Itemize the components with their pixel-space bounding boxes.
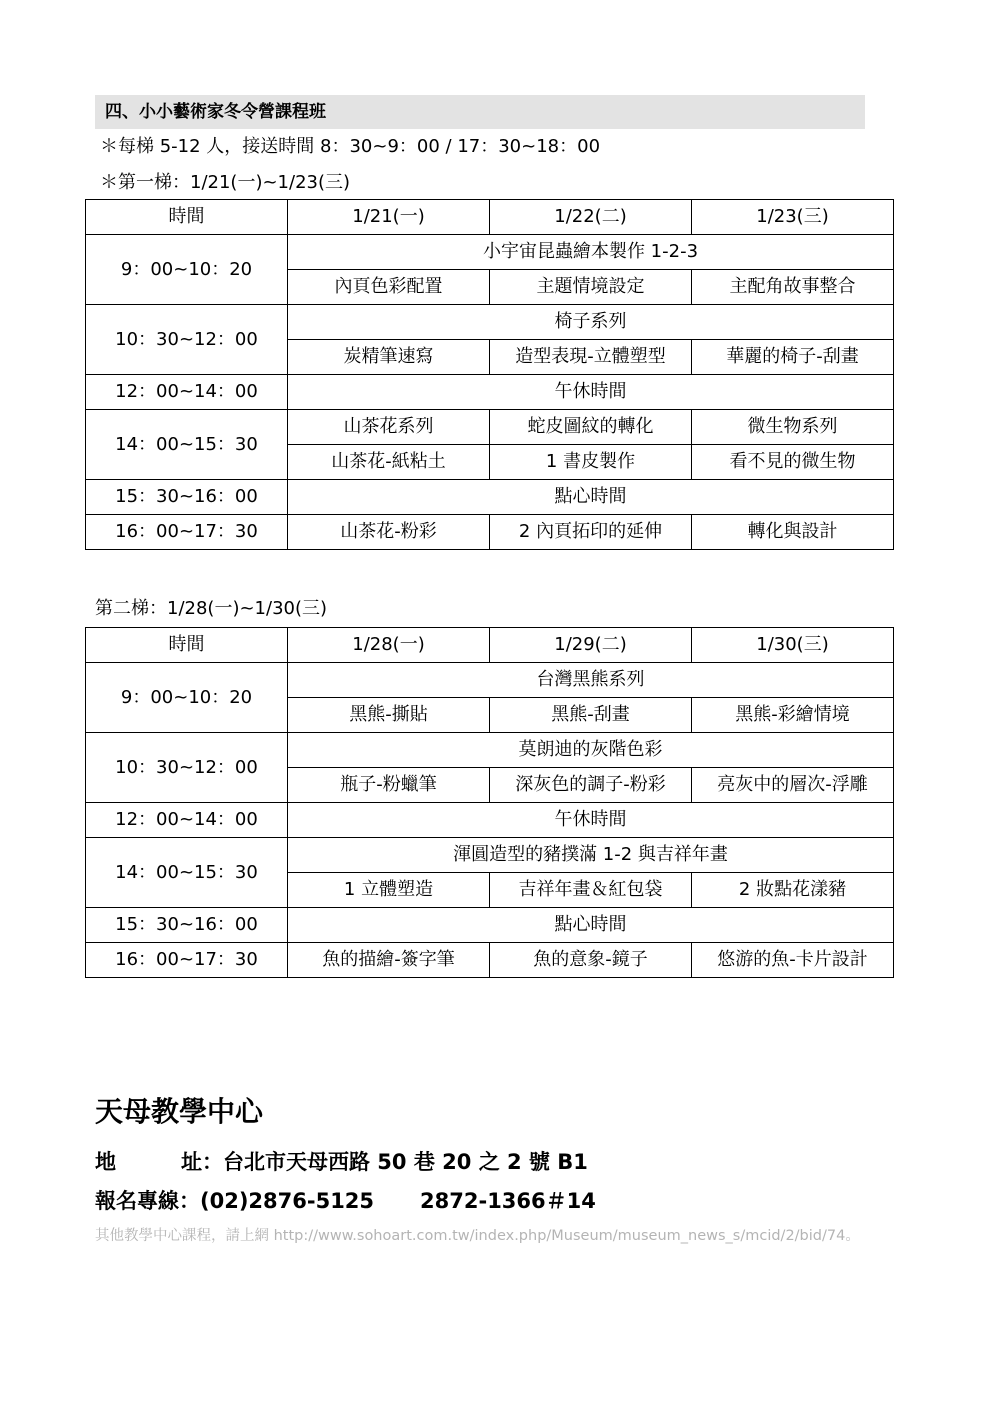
footer-website-note: 其他教學中心課程，請上網 http://www.sohoart.com.tw/index.php/Museum/museum_news_s/mcid/2/bid/74。 [95,1228,860,1244]
address-label-char2: 址： [181,1150,223,1174]
activity-cell: 1 書皮製作 [490,445,692,480]
time-slot-cell: 10：30~12：00 [86,305,288,375]
header-day3: 1/23(三) [692,200,894,235]
theme-cell: 渾圓造型的豬撲滿 1-2 與吉祥年畫 [288,838,894,873]
header-day2: 1/29(二) [490,628,692,663]
time-slot-cell: 14：00~15：30 [86,838,288,908]
time-slot-cell: 9：00~10：20 [86,235,288,305]
address-label-char1: 地 [95,1150,116,1174]
snack-break-cell: 點心時間 [288,908,894,943]
snack-break-cell: 點心時間 [288,480,894,515]
activity-cell: 2 妝點花漾豬 [692,873,894,908]
center-name: 天母教學中心 [95,1095,264,1128]
activity-cell: 1 立體塑造 [288,873,490,908]
activity-cell: 魚的描繪-簽字筆 [288,943,490,978]
table-row [86,375,894,410]
activity-cell: 山茶花-粉彩 [288,515,490,550]
header-day3: 1/30(三) [692,628,894,663]
batch1-label: ＊第一梯：1/21(一)~1/23(三) [100,172,351,193]
address-value: 台北市天母西路 50 巷 20 之 2 號 B1 [223,1150,588,1174]
table-row [86,943,894,978]
activity-cell: 山茶花系列 [288,410,490,445]
table-row [86,235,894,270]
theme-cell: 小宇宙昆蟲繪本製作 1-2-3 [288,235,894,270]
time-slot-cell: 9：00~10：20 [86,663,288,733]
time-slot-cell: 12：00~14：00 [86,375,288,410]
table-header-row [86,200,894,235]
header-day1: 1/21(一) [288,200,490,235]
activity-cell: 主題情境設定 [490,270,692,305]
table-row [86,838,894,873]
table-header-row [86,628,894,663]
activity-cell: 悠游的魚-卡片設計 [692,943,894,978]
activity-cell: 2 內頁拓印的延伸 [490,515,692,550]
activity-cell: 魚的意象-鏡子 [490,943,692,978]
activity-cell: 內頁色彩配置 [288,270,490,305]
activity-cell: 深灰色的調子-粉彩 [490,768,692,803]
time-slot-cell: 15：30~16：00 [86,480,288,515]
phone-line [95,1187,596,1215]
activity-cell: 亮灰中的層次-浮雕 [692,768,894,803]
table-row [86,480,894,515]
activity-cell: 黑熊-彩繪情境 [692,698,894,733]
header-day2: 1/22(二) [490,200,692,235]
time-slot-cell: 10：30~12：00 [86,733,288,803]
table-row [86,663,894,698]
theme-cell: 莫朗迪的灰階色彩 [288,733,894,768]
section-title: 四、小小藝術家冬令營課程班 [95,95,865,129]
header-time: 時間 [86,200,288,235]
phone-number-2: 2872-1366＃14 [420,1189,596,1213]
activity-cell: 炭精筆速寫 [288,340,490,375]
activity-cell: 看不見的微生物 [692,445,894,480]
lunch-break-cell: 午休時間 [288,375,894,410]
table-row [86,733,894,768]
time-slot-cell: 14：00~15：30 [86,410,288,480]
theme-cell: 椅子系列 [288,305,894,340]
activity-cell: 瓶子-粉蠟筆 [288,768,490,803]
phone-label: 報名專線： [95,1189,200,1213]
batch2-schedule-table [85,627,894,978]
activity-cell: 黑熊-刮畫 [490,698,692,733]
time-slot-cell: 15：30~16：00 [86,908,288,943]
table-row [86,305,894,340]
time-slot-cell: 16：00~17：30 [86,943,288,978]
batch1-schedule-table [85,199,894,550]
header-day1: 1/28(一) [288,628,490,663]
activity-cell: 山茶花-紙粘土 [288,445,490,480]
table-row [86,410,894,445]
activity-cell: 華麗的椅子-刮畫 [692,340,894,375]
pickup-note: ＊每梯 5-12 人，接送時間 8：30~9：00 / 17：30~18：00 [100,136,601,157]
header-time: 時間 [86,628,288,663]
activity-cell: 轉化與設計 [692,515,894,550]
address-label [95,1148,223,1176]
theme-cell: 台灣黑熊系列 [288,663,894,698]
phone-number-1: (02)2876-5125 [200,1189,375,1213]
activity-cell: 造型表現-立體塑型 [490,340,692,375]
activity-cell: 吉祥年畫＆紅包袋 [490,873,692,908]
lunch-break-cell: 午休時間 [288,803,894,838]
activity-cell: 黑熊-撕貼 [288,698,490,733]
activity-cell: 微生物系列 [692,410,894,445]
address-line [95,1148,588,1176]
activity-cell: 主配角故事整合 [692,270,894,305]
table-row [86,515,894,550]
time-slot-cell: 12：00~14：00 [86,803,288,838]
batch2-label: 第二梯：1/28(一)~1/30(三) [95,598,328,619]
table-row [86,908,894,943]
time-slot-cell: 16：00~17：30 [86,515,288,550]
activity-cell: 蛇皮圖紋的轉化 [490,410,692,445]
table-row [86,803,894,838]
